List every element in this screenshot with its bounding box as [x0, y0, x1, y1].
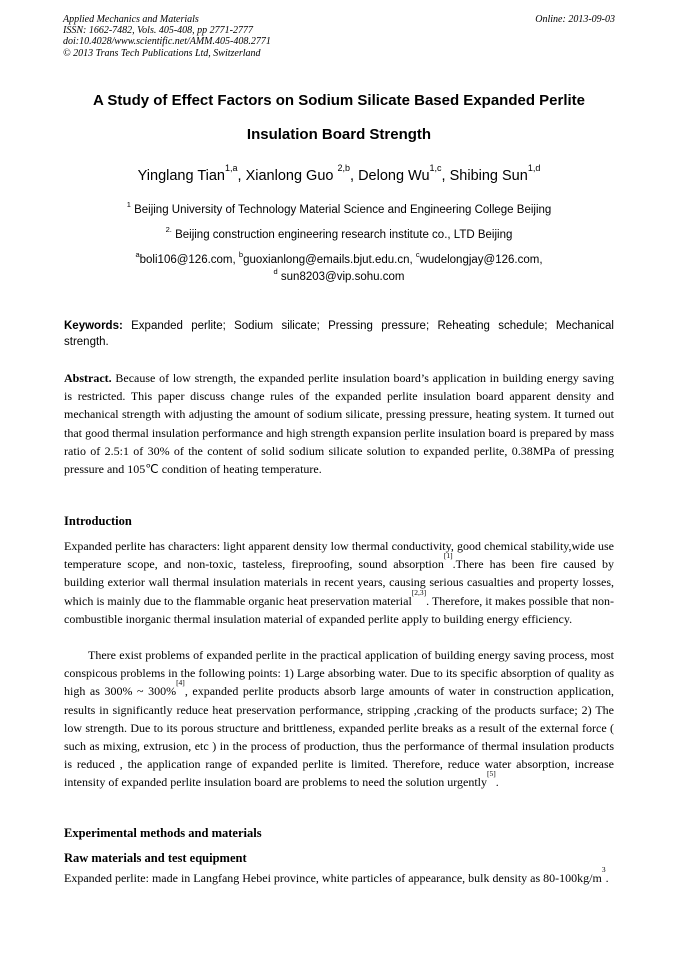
citation-ref: [2,3]	[411, 587, 427, 597]
paper-title-line-2: Insulation Board Strength	[246, 126, 432, 143]
author-list	[40, 163, 638, 184]
abstract	[64, 369, 614, 478]
experimental-heading: Experimental methods and materials	[64, 826, 262, 840]
email-mark: a	[135, 250, 140, 259]
doi-line: doi:10.4028/www.scientific.net/AMM.405-408.2771	[63, 36, 271, 48]
email-address: wudelongjay@126.com,	[419, 254, 543, 266]
introduction-paragraph-2	[64, 646, 614, 792]
author-separator: ,	[441, 168, 450, 184]
email-line-1	[40, 250, 638, 266]
raw-materials-subheading: Raw materials and test equipment	[64, 851, 247, 865]
journal-header	[63, 14, 615, 59]
author-separator: ,	[350, 168, 359, 184]
paragraph-text: .	[605, 871, 609, 885]
author-name: Yinglang Tian	[137, 168, 225, 184]
author-affiliation-mark: 1,c	[429, 163, 442, 173]
email-address: guoxianlong@emails.bjut.edu.cn,	[243, 254, 416, 266]
author-affiliation-mark: 2,b	[337, 163, 350, 173]
email-line-2	[40, 267, 638, 283]
keywords-text: Expanded perlite; Sodium silicate; Pressing pressure; Reheating schedule; Mechanical strength.	[64, 320, 614, 348]
paragraph-text: .There has been fire caused by building exterior wall thermal insulation materials in recent years, causing serious casualties and property losses, which is mainly due to the flammable organic heat preservation material	[64, 557, 614, 608]
raw-materials-paragraph	[64, 865, 614, 887]
paragraph-text: .	[495, 775, 499, 790]
abstract-label: Abstract.	[64, 371, 112, 385]
paragraph-text: Expanded perlite has characters: light apparent density low thermal conductivity, good chemical stability,wide use temperature scope, and non-toxic, tasteless, fireproofing, sound absorption	[64, 539, 614, 572]
copyright-line: © 2013 Trans Tech Publications Ltd, Switzerland	[63, 47, 261, 59]
affiliation-mark: 1	[126, 200, 131, 209]
email-mark: d	[273, 267, 278, 276]
paragraph-text: There exist problems of expanded perlite in the practical application of building energy saving process, most conspicous problems in the following points: 1) Large absorbing water. Due to its specific absorption of quality as high as 300% ~ 300%	[64, 648, 614, 699]
online-date: Online: 2013-09-03	[535, 14, 615, 25]
paper-title-line-1: A Study of Effect Factors on Sodium Silicate Based Expanded Perlite	[92, 92, 586, 109]
affiliation-mark: 2.	[165, 225, 172, 234]
introduction-paragraph-1	[64, 537, 614, 628]
keywords	[64, 318, 614, 350]
citation-ref: [1]	[443, 551, 453, 561]
affiliation-1	[40, 200, 638, 216]
affiliation-2	[40, 225, 638, 241]
email-mark: b	[238, 250, 244, 259]
author-name: Shibing Sun	[449, 168, 528, 184]
issn-line: ISSN: 1662-7482, Vols. 405-408, pp 2771-2777	[63, 25, 253, 37]
author-name: Xianlong Guo	[245, 168, 338, 184]
paragraph-text: . Therefore, it makes possible that non-combustible inorganic thermal insulation material of expanded perlite apply to building energy efficiency.	[64, 593, 614, 626]
citation-ref: [5]	[487, 769, 496, 779]
paragraph-text: , expanded perlite products absorb large amounts of water in construction application, results in significantly reduce heat preservation performance, stripping ,cracking of the products surface; 2) The low strength. Due to its porous structure and brittleness, expanded perlite breaks as a result of the external force ( such as mixing, extrusion, etc ) in the process of production, thus the performance of thermal insulation products is reduced , the application range of expanded perlite is limited. Therefore, reduce water absorption, increase intensity of expanded perlite insulation board are problems to need the solution urgently	[64, 684, 614, 790]
journal-name: Applied Mechanics and Materials	[63, 14, 199, 25]
email-address: sun8203@vip.sohu.com	[277, 271, 405, 283]
email-mark: c	[415, 250, 420, 259]
introduction-heading: Introduction	[64, 514, 132, 528]
author-separator: ,	[237, 168, 246, 184]
unit-superscript: 3	[601, 865, 606, 874]
email-address: boli106@126.com,	[139, 254, 239, 266]
citation-ref: [4]	[176, 678, 185, 688]
author-name: Delong Wu	[358, 168, 430, 184]
affiliation-text: Beijing University of Technology Material Science and Engineering College Beijing	[130, 204, 552, 216]
author-affiliation-mark: 1,d	[527, 163, 541, 173]
keywords-label: Keywords:	[64, 320, 123, 332]
author-affiliation-mark: 1,a	[225, 163, 238, 173]
abstract-text: Because of low strength, the expanded perlite insulation board’s application in building energy saving is restricted. This paper discuss change rules of the expanded perlite insulation board apparent density and mechanical strength with adjusting the amount of sodium silicate, pressing pressure, heating system. It turned out that good thermal insulation performance and high strength expansion perlite insulation board is prepared by mass ratio of 2.5:1 of 30% of the content of solid sodium silicate solution to expanded perlite, 0.38MPa of pressing pressure and 105℃ condition of heating temperature.	[64, 371, 614, 477]
affiliation-text: Beijing construction engineering research institute co., LTD Beijing	[171, 229, 513, 241]
paragraph-text: Expanded perlite: made in Langfang Hebei province, white particles of appearance, bulk density as 80-100kg/m	[64, 871, 602, 885]
